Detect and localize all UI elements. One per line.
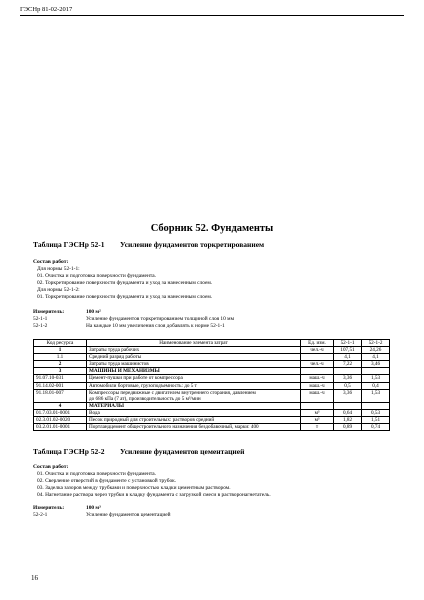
norm-text: На каждые 10 мм увеличения слоя добавлять к норме 52-1-1 <box>86 323 225 330</box>
table-row: 02.3.01.02-0020 Песок природный для строительных: растворов средний м³ 1,82 1,51 <box>34 417 390 424</box>
column-header: 52-1-1 <box>334 340 362 347</box>
table-row: 91.14.02-001 Автомобили бортовые, грузоподъемность: до 5 т маш.-ч 0,5 0,4 <box>34 382 390 389</box>
table-code: Таблица ГЭСНр 52-2 <box>33 447 105 456</box>
composition-label: Состав работ: <box>33 464 69 470</box>
norm-text: Усиление фундаментов торкретированием толщиной слоя 10 мм <box>86 316 234 323</box>
header-rule <box>20 15 404 16</box>
table-header-row <box>34 340 390 347</box>
page-number: 16 <box>31 574 38 582</box>
composition-item: 01. Очистка и подготовка поверхности фундамента. <box>37 273 157 280</box>
composition-item: 02. Торкретирование поверхности фундамента и уход за нанесенным слоем. <box>37 280 213 287</box>
section-title: Сборник 52. Фундаменты <box>150 223 274 234</box>
norm-code: 52-1-1 <box>33 316 48 323</box>
meter-label: Измеритель: <box>33 309 65 315</box>
table-row: 1.1 Средний разряд работы 4,1 4,1 <box>34 354 390 361</box>
meter-value: 100 м³ <box>86 505 101 511</box>
document-header: ГЭСНр 81-02-2017 <box>20 6 73 13</box>
table-group-row: 3 МАШИНЫ И МЕХАНИЗМЫ <box>34 368 390 375</box>
composition-item: Для нормы 52-1-1: <box>37 266 80 273</box>
table-row: 91.18.01-007 Компрессоры передвижные с двигателем внутреннего сгорания, давлением до 686 кПа (7 ат), производительность до 5 м³/мин маш.-ч 3,36 1,53 <box>34 389 390 402</box>
norm-code: 52-1-2 <box>33 323 48 330</box>
table-row: 2 Затраты труда машинистов чел.-ч 7,22 3,46 <box>34 361 390 368</box>
resource-name-line: Компрессоры передвижные с двигателем внутреннего сгорания, давлением <box>89 389 256 396</box>
composition-item: 04. Нагнетание раствора через трубки в кладку фундамента с загрузкой смеси в растворонагнетатель. <box>37 492 271 499</box>
resource-name-line: до 686 кПа (7 ат), производительность до 5 м³/мин <box>89 395 201 402</box>
meter-value: 100 м² <box>86 309 101 315</box>
resource-table <box>33 339 390 431</box>
norm-code: 52-2-1 <box>33 512 48 519</box>
composition-item: Для нормы 52-1-2: <box>37 287 80 294</box>
table-group-row: 4 МАТЕРИАЛЫ <box>34 402 390 409</box>
composition-item: 01. Очистка и подготовка поверхности фундамента. <box>37 471 157 478</box>
norm-text: Усиление фундаментов цементацией <box>86 512 171 519</box>
table-row: 01.7.03.01-0001 Вода м³ 0,64 0,53 <box>34 409 390 416</box>
column-header: Код ресурса <box>34 340 87 347</box>
column-header: Ед. изм. <box>301 340 334 347</box>
composition-item: 03. Заделка зазоров между трубками и поверхностью кладки цементным раствором. <box>37 485 231 492</box>
table-row: 03.2.01.01-0001 Портландцемент общестроительного назначения бездобавочный, марки: 400 т 0,89 0,74 <box>34 424 390 431</box>
column-header: 52-1-2 <box>362 340 390 347</box>
table-title-52-1 <box>33 240 265 249</box>
table-name: Усиление фундаментов торкретированием <box>120 240 265 249</box>
table-title-52-2 <box>33 447 245 456</box>
column-header: Наименование элемента затрат <box>87 340 301 347</box>
table-row: 91.07.10-031 Цемент-пушки при работе от компрессора маш.-ч 3,36 1,53 <box>34 375 390 382</box>
table-row: 1 Затраты труда рабочих чел.-ч 107,51 24,26 <box>34 347 390 354</box>
table-code: Таблица ГЭСНр 52-1 <box>33 240 105 249</box>
composition-label: Состав работ: <box>33 259 69 265</box>
composition-item: 02. Сверление отверстий в фундаменте с установкой трубок. <box>37 478 177 485</box>
work-composition-52-1 <box>33 259 212 302</box>
table-name: Усиление фундаментов цементацией <box>120 447 245 456</box>
composition-item: 01. Торкретирование поверхности фундамента и уход за нанесенным слоем. <box>37 294 213 301</box>
work-composition-52-2 <box>33 464 271 499</box>
meter-label: Измеритель: <box>33 505 65 511</box>
